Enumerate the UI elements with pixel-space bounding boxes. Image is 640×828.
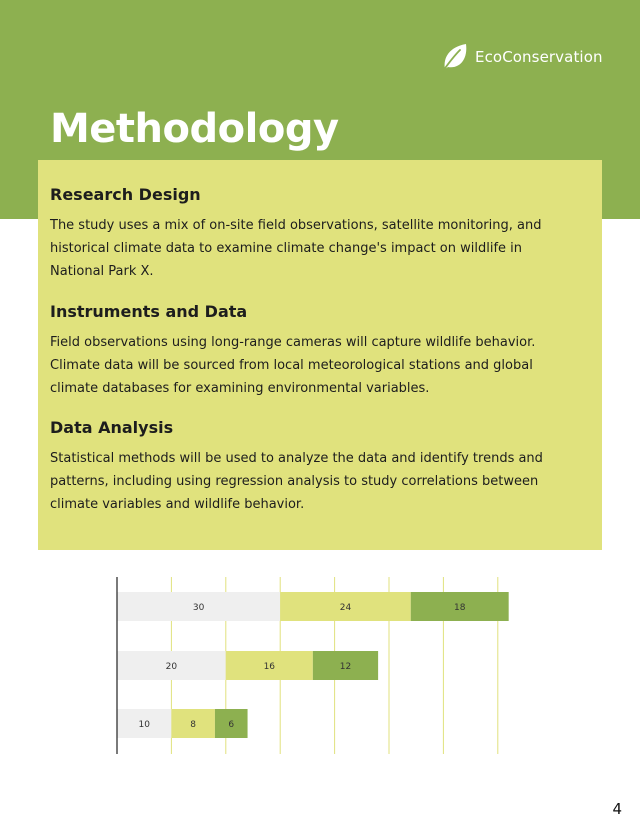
section-heading: Research Design: [50, 185, 201, 204]
leaf-icon: [441, 42, 469, 72]
page-number: 4: [612, 800, 622, 818]
bar-data-label: 12: [339, 662, 352, 672]
brand-name: EcoConservation: [475, 48, 603, 66]
section-body: Statistical methods will be used to analyze the data and identify trends and patterns, including using regression analysis to study correlations between climate variables and wildlife behavior.: [50, 451, 543, 512]
bar-data-label: 18: [453, 603, 466, 613]
bar-data-label: 8: [190, 720, 197, 730]
bar-data-label: 30: [192, 603, 205, 613]
bar-data-label: 24: [339, 603, 352, 613]
section-body: Field observations using long-range cameras will capture wildlife behavior. Climate data will be sourced from local meteorological stations and global climate databases for examining environmental variables.: [50, 335, 536, 396]
section-body: The study uses a mix of on-site field observations, satellite monitoring, and historical climate data to examine climate change's impact on wildlife in National Park X.: [50, 218, 542, 279]
section-data-analysis: [50, 416, 550, 516]
methodology-card: [38, 160, 602, 550]
section-heading: Instruments and Data: [50, 302, 248, 321]
bar-data-label: 16: [263, 662, 276, 672]
page-title: Methodology: [50, 106, 339, 152]
bar-data-label: 6: [228, 720, 235, 730]
bar-data-label: 10: [138, 720, 150, 730]
section-instruments-and-data: [50, 300, 550, 400]
brand-logo: [441, 42, 603, 72]
stacked-bar-chart: [0, 570, 640, 770]
bar-data-label: 20: [165, 662, 178, 672]
section-heading: Data Analysis: [50, 418, 174, 437]
section-research-design: [50, 183, 550, 283]
